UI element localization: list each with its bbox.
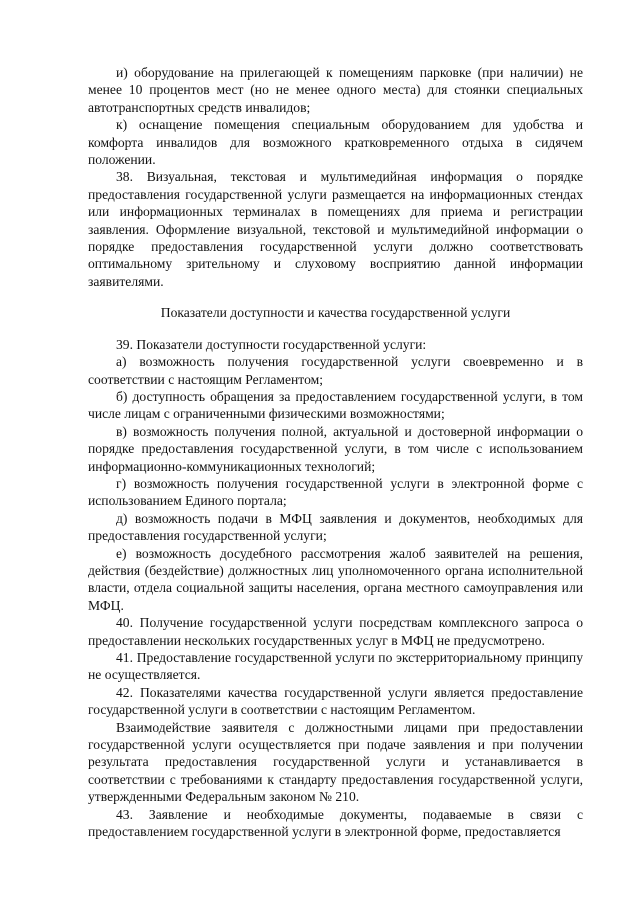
section-heading: Показатели доступности и качества государственной услуги bbox=[160, 305, 511, 321]
paragraph-40: 40. Получение государственной услуги посредствам комплексного запроса о предоставлении нескольких государственных услуг в МФЦ не предусмотрено. bbox=[88, 615, 583, 648]
document-page bbox=[88, 64, 583, 840]
paragraph-39-b: б) доступность обращения за предоставлением государственной услуги, в том числе лицам с ограниченными физическими возможностями; bbox=[88, 388, 583, 422]
paragraph-39-d: д) возможность подачи в МФЦ заявления и документов, необходимых для предоставления государственной услуги; bbox=[88, 510, 583, 544]
paragraph-item-i: и) оборудование на прилегающей к помещениям парковке (при наличии) не менее 10 процентов мест (но не менее одного места) для стоянки специальных автотранспортных средств инвалидов; bbox=[88, 65, 583, 115]
paragraph-39: 39. Показатели доступности государственной услуги: bbox=[116, 336, 427, 352]
paragraph-item-k: к) оснащение помещения специальным оборудованием для удобства и комфорта инвалидов для возможного кратковременного отдыха в сидячем положении. bbox=[88, 117, 583, 168]
paragraph-42: 42. Показателями качества государственной услуги является предоставление государственной услуги в соответствии с настоящим Регламентом. bbox=[88, 684, 583, 718]
paragraph-39-g: г) возможность получения государственной услуги в электронной форме с использованием Единого портала; bbox=[88, 475, 583, 509]
paragraph-39-e: е) возможность досудебного рассмотрения жалоб заявителей на решения, действия (бездействие) должностных лиц уполномоченного органа исполнительной власти, отдела социальной защиты населения, органа местного самоуправления или МФЦ. bbox=[88, 545, 583, 613]
paragraph-41: 41. Предоставление государственной услуги по экстерриториальному принципу не осуществляется. bbox=[88, 650, 583, 683]
paragraph-38: 38. Визуальная, текстовая и мультимедийная информация о порядке предоставления государственной услуги размещается на информационных стендах или информационных терминалах в помещениях для приема и регистрации заявления. Оформление визуальной, текстовой и мультимедийной информации о порядке предоставления государственной услуги должно соответствовать оптимальному зрительному и слуховому восприятию данной информации заявителями. bbox=[88, 169, 583, 289]
paragraph-39-v: в) возможность получения полной, актуальной и достоверной информации о порядке предоставления государственной услуги, в том числе с использованием информационно-коммуникационных технологий; bbox=[88, 423, 583, 474]
paragraph-42-interaction: Взаимодействие заявителя с должностными лицами при предоставлении государственной услуги осуществляется при подаче заявления и при получении результата предоставления государственной услуги и устанавливается в соответствии с требованиями к стандарту предоставления государственной услуги, утвержденными Федеральным законом № 210. bbox=[88, 719, 583, 805]
paragraph-39-a: а) возможность получения государственной услуги своевременно и в соответствии с настоящим Регламентом; bbox=[88, 354, 583, 387]
paragraph-43: 43. Заявление и необходимые документы, подаваемые в связи с предоставлением государственной услуги в электронной форме, предоставляется bbox=[88, 806, 583, 840]
